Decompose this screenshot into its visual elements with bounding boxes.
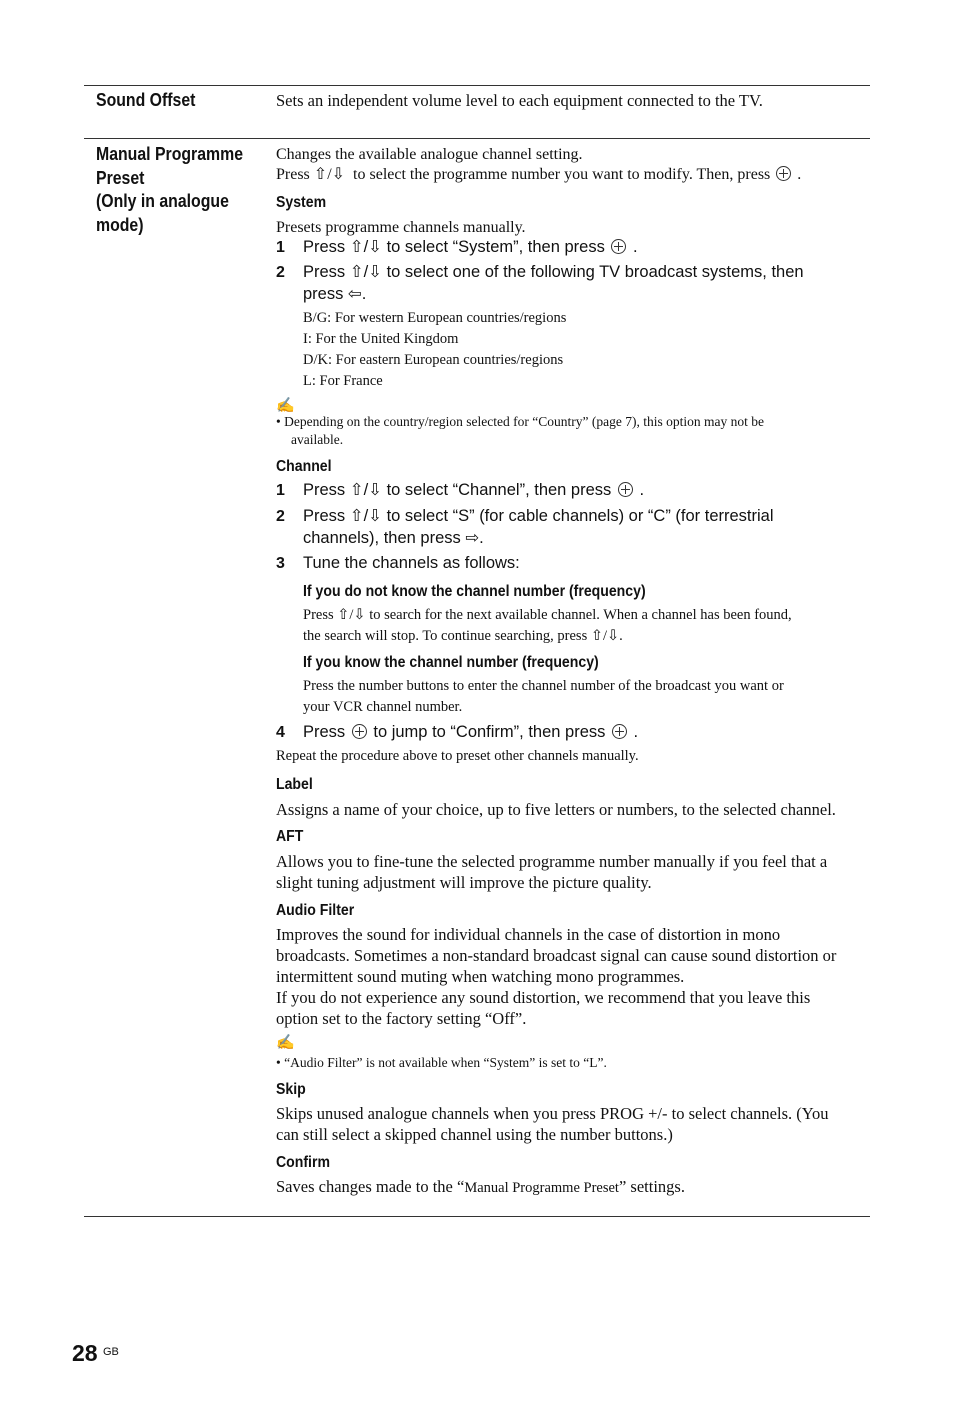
confirm-text-a: Saves changes made to the “: [276, 1177, 465, 1196]
channel-step3-num: 3: [276, 555, 285, 572]
page-region: GB: [103, 1346, 119, 1358]
channel-step1-text: Press ⇧/⇩ to select “Channel”, then press: [303, 481, 612, 499]
system-option-bg: B/G: For western European countries/regions: [303, 310, 567, 326]
confirm-text-c: ” settings.: [618, 1177, 685, 1196]
mpp-intro-2: Press ⇧/⇩ to select the programme number you want to modify. Then, press .: [276, 166, 802, 183]
channel-unknown-title: If you do not know the channel number (frequency): [303, 583, 646, 600]
system-step2-line2: press ⇦.: [303, 285, 367, 303]
skip-line2: can still select a skipped channel using the number buttons.): [276, 1125, 673, 1144]
channel-step2-line1: Press ⇧/⇩ to select “S” (for cable channels) or “C” (for terrestrial: [303, 507, 774, 525]
audio-filter-title: Audio Filter: [276, 902, 355, 919]
channel-unknown-line2: the search will stop. To continue searching, press ⇧/⇩.: [303, 628, 623, 644]
audio-filter-line1: Improves the sound for individual channels in the case of distortion in mono: [276, 925, 781, 944]
mpp-intro-2b: to select the programme number you want to modify. Then, press: [353, 166, 771, 183]
confirm-text-b: Manual Programme Preset: [464, 1180, 619, 1196]
aft-title: AFT: [276, 828, 304, 845]
audio-filter-line5: option set to the factory setting “Off”.: [276, 1009, 527, 1028]
enter-button-icon: [611, 239, 626, 254]
channel-step3: Tune the channels as follows:: [303, 554, 520, 572]
confirm-title: Confirm: [276, 1154, 330, 1171]
skip-line1: Skips unused analogue channels when you press PROG +/- to select channels. (You: [276, 1104, 829, 1123]
audio-filter-line3: intermittent sound muting when watching mono programmes.: [276, 967, 685, 986]
system-option-l: L: For France: [303, 373, 383, 389]
enter-button-icon: [776, 166, 791, 181]
channel-step4: Press to jump to “Confirm”, then press .: [303, 723, 639, 741]
aft-line2: slight tuning adjustment will improve the picture quality.: [276, 873, 652, 892]
enter-button-icon: [352, 724, 367, 739]
system-step1-text: Press ⇧/⇩ to select “System”, then press: [303, 238, 605, 256]
confirm-text: [276, 1176, 685, 1199]
note-pencil-icon: ✍: [276, 1035, 295, 1051]
system-step1: Press ⇧/⇩ to select “System”, then press .: [303, 238, 638, 256]
sound-offset-text: Sets an independent volume level to each equipment connected to the TV.: [276, 91, 763, 110]
channel-known-line1: Press the number buttons to enter the channel number of the broadcast you want or: [303, 678, 784, 694]
table-bottom-rule: [84, 1216, 870, 1217]
channel-step4-b: to jump to “Confirm”, then press: [373, 723, 606, 741]
system-step1-num: 1: [276, 239, 285, 256]
sound-offset-heading: Sound Offset: [96, 90, 196, 110]
channel-step4-num: 4: [276, 724, 285, 741]
system-step2-line1: Press ⇧/⇩ to select one of the following TV broadcast systems, then: [303, 263, 804, 281]
channel-step2-num: 2: [276, 508, 285, 525]
system-step2-num: 2: [276, 264, 285, 281]
table-top-rule: [84, 85, 870, 86]
channel-step4-a: Press: [303, 723, 346, 741]
audio-filter-line2: broadcasts. Sometimes a non-standard broadcast signal can cause sound distortion or: [276, 946, 837, 965]
mpp-heading-line4: mode): [96, 214, 144, 235]
system-option-dk: D/K: For eastern European countries/regions: [303, 352, 564, 368]
mpp-heading-line3: (Only in analogue: [96, 191, 229, 211]
system-note-line1: • Depending on the country/region selected for “Country” (page 7), this option may not be: [276, 414, 764, 429]
channel-step1: Press ⇧/⇩ to select “Channel”, then press .: [303, 481, 645, 499]
label-title: Label: [276, 776, 313, 793]
channel-step2-line2: channels), then press ⇨.: [303, 529, 484, 547]
note-pencil-icon: ✍: [276, 398, 295, 414]
row-divider: [84, 138, 870, 139]
channel-unknown-line1: Press ⇧/⇩ to search for the next available channel. When a channel has been found,: [303, 607, 792, 623]
mpp-heading-line1: Manual Programme: [96, 144, 244, 164]
label-text: Assigns a name of your choice, up to five letters or numbers, to the selected channel.: [276, 800, 836, 819]
system-option-i: I: For the United Kingdom: [303, 331, 459, 347]
enter-button-icon: [618, 482, 633, 497]
system-title: System: [276, 194, 327, 211]
page-number: 28: [72, 1340, 98, 1366]
channel-title: Channel: [276, 458, 332, 475]
system-note-line2: available.: [291, 432, 344, 447]
audio-filter-note: • “Audio Filter” is not available when “System” is set to “L”.: [276, 1055, 607, 1070]
channel-repeat: Repeat the procedure above to preset other channels manually.: [276, 748, 639, 764]
enter-button-icon: [612, 724, 627, 739]
aft-line1: Allows you to fine-tune the selected programme number manually if you feel that a: [276, 852, 828, 871]
mpp-heading-line2: Preset: [96, 167, 145, 188]
channel-known-title: If you know the channel number (frequency): [303, 654, 599, 671]
audio-filter-line4: If you do not experience any sound distortion, we recommend that you leave this: [276, 988, 811, 1007]
mpp-intro-2a: Press ⇧/⇩: [276, 166, 346, 183]
mpp-intro-1: Changes the available analogue channel setting.: [276, 146, 583, 163]
channel-step1-num: 1: [276, 482, 285, 499]
channel-known-line2: your VCR channel number.: [303, 699, 463, 715]
skip-title: Skip: [276, 1081, 306, 1098]
system-desc: Presets programme channels manually.: [276, 219, 526, 236]
